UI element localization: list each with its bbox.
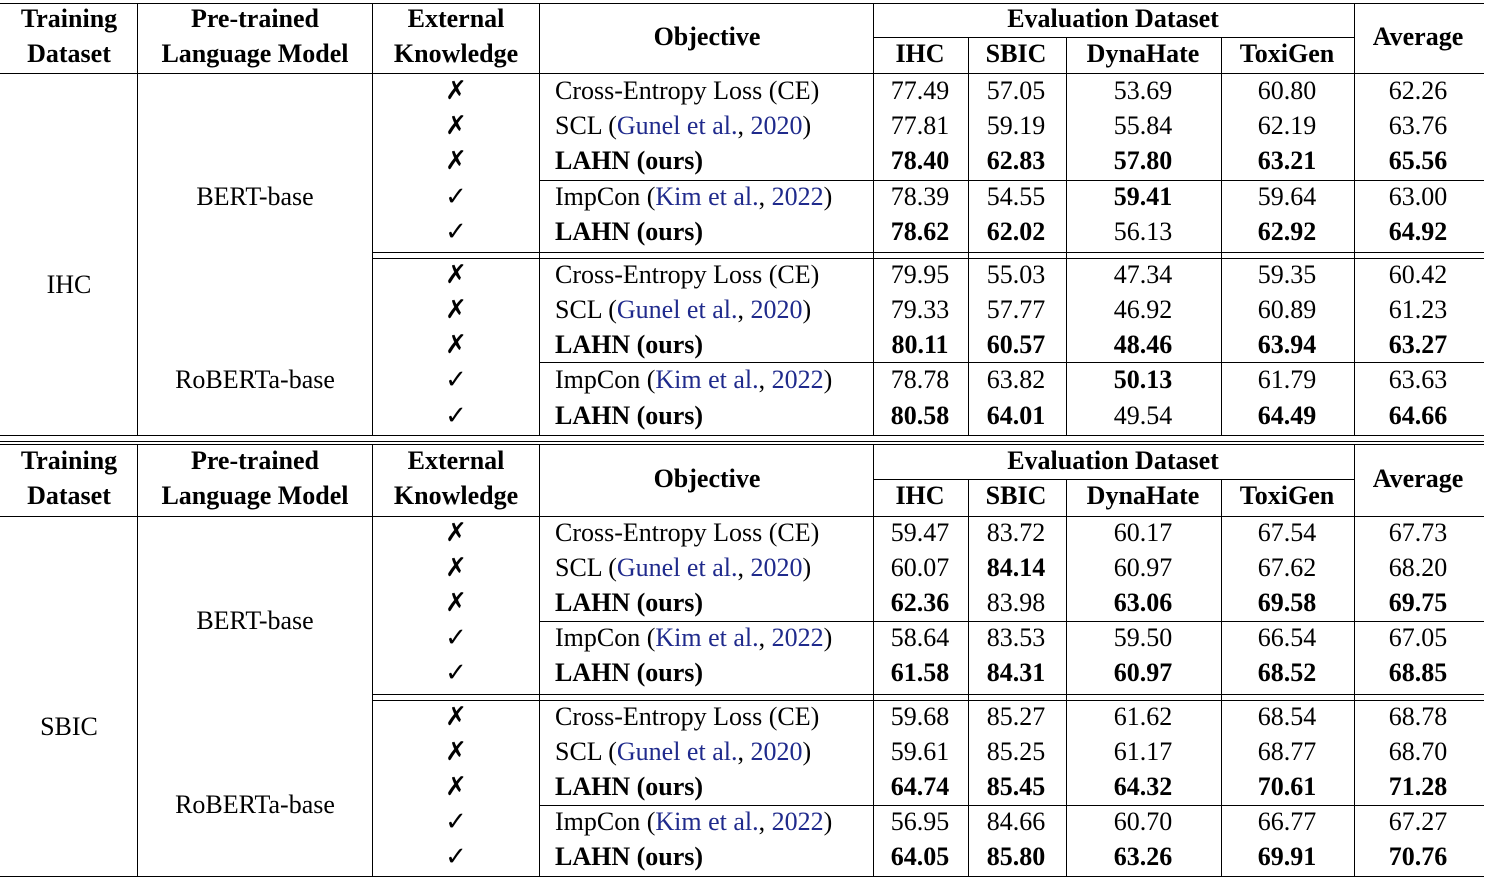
score-sbic: 83.53 [986,623,1046,652]
cross-icon: ✗ [445,553,467,582]
citation-separator: , [758,807,772,836]
citation-close: ) [823,623,833,652]
citation-link[interactable]: Gunel et al. [616,295,738,324]
score-ihc: 77.49 [890,76,950,105]
objective-label: LAHN (ours) [555,842,704,871]
average-value: 64.92 [1388,217,1448,246]
score-dynahate: 47.34 [1113,260,1173,289]
top-rule [0,444,1484,445]
objective-label: SCL ( [555,553,617,582]
score-ihc: 78.39 [890,182,950,211]
score-ihc: 78.62 [890,217,950,246]
citation-link[interactable]: Gunel et al. [616,553,738,582]
score-dynahate: 55.84 [1113,111,1173,140]
score-toxigen: 67.62 [1257,553,1317,582]
score-sbic: 59.19 [986,111,1046,140]
eval-header-rule [873,37,1354,38]
average-value: 71.28 [1388,772,1448,801]
header-plm: Pre-trained [190,4,320,33]
score-toxigen: 68.54 [1257,702,1317,731]
header-evaluation-dataset: Evaluation Dataset [1007,446,1219,475]
cross-icon: ✗ [445,295,467,324]
cross-icon: ✗ [445,702,467,731]
citation-year-link[interactable]: 2020 [750,553,803,582]
citation-separator: , [758,623,772,652]
header-training-dataset: Training [20,446,118,475]
score-ihc: 78.78 [890,365,950,394]
check-icon: ✓ [445,623,467,652]
check-icon: ✓ [445,807,467,836]
citation-link[interactable]: Kim et al. [655,182,759,211]
citation-close: ) [802,553,812,582]
training-dataset-label: IHC [46,270,92,299]
eval-header-rule [873,479,1354,480]
header-eval-ihc: IHC [895,481,945,510]
objective-cell [555,739,811,765]
objective-cell [555,148,703,174]
average-value: 65.56 [1388,146,1448,175]
score-toxigen: 61.79 [1257,365,1317,394]
score-ihc: 77.81 [890,111,950,140]
average-value: 62.26 [1388,76,1448,105]
objective-label: LAHN (ours) [555,588,704,617]
citation-separator: , [737,553,751,582]
check-icon: ✓ [445,217,467,246]
column-divider [1354,444,1355,876]
objective-cell [555,262,819,288]
header-average: Average [1372,463,1464,493]
score-toxigen: 60.80 [1257,76,1317,105]
bottom-rule [0,435,1484,436]
cross-icon: ✗ [445,518,467,547]
score-ihc: 80.58 [890,401,950,430]
score-ihc: 64.05 [890,842,950,871]
citation-separator: , [758,182,772,211]
score-sbic: 83.72 [986,518,1046,547]
score-dynahate: 64.32 [1113,772,1173,801]
score-toxigen: 63.94 [1257,330,1317,359]
score-toxigen: 68.52 [1257,658,1317,687]
score-ihc: 79.95 [890,260,950,289]
header-eval-dynahate: DynaHate [1086,39,1200,68]
average-value: 60.42 [1388,260,1448,289]
objective-label: LAHN (ours) [555,217,704,246]
average-value: 63.27 [1388,330,1448,359]
cross-icon: ✗ [445,588,467,617]
score-ihc: 80.11 [891,330,949,359]
average-value: 63.00 [1388,182,1448,211]
score-ihc: 62.36 [890,588,950,617]
score-sbic: 57.05 [986,76,1046,105]
average-value: 68.20 [1388,553,1448,582]
check-icon: ✓ [445,365,467,394]
citation-year-link[interactable]: 2022 [771,807,824,836]
header-plm: Pre-trained [190,446,320,475]
objective-label: Cross-Entropy Loss (CE) [555,702,820,731]
score-toxigen: 59.35 [1257,260,1317,289]
score-ihc: 56.95 [890,807,950,836]
column-divider [1221,479,1222,876]
average-value: 69.75 [1388,588,1448,617]
objective-label: SCL ( [555,111,617,140]
column-divider [137,3,138,435]
cross-icon: ✗ [445,146,467,175]
score-toxigen: 59.64 [1257,182,1317,211]
cross-icon: ✗ [445,772,467,801]
score-ihc: 58.64 [890,623,950,652]
score-toxigen: 66.54 [1257,623,1317,652]
score-ihc: 61.58 [890,658,950,687]
citation-close: ) [823,365,833,394]
average-value: 68.78 [1388,702,1448,731]
header-plm: Language Model [161,39,349,68]
score-ihc: 79.33 [890,295,950,324]
score-dynahate: 46.92 [1113,295,1173,324]
objective-label: SCL ( [555,737,617,766]
objective-cell [555,625,832,651]
score-sbic: 85.25 [986,737,1046,766]
column-divider [372,444,373,876]
citation-year-link[interactable]: 2022 [771,182,824,211]
model-name: BERT-base [196,606,314,635]
header-rule [0,73,1484,74]
objective-label: ImpCon ( [555,623,656,652]
objective-cell [555,332,703,358]
score-toxigen: 67.54 [1257,518,1317,547]
check-icon: ✓ [445,658,467,687]
average-value: 70.76 [1388,842,1448,871]
score-toxigen: 69.91 [1257,842,1317,871]
objective-label: SCL ( [555,295,617,324]
cross-icon: ✗ [445,76,467,105]
citation-year-link[interactable]: 2022 [771,365,824,394]
citation-link[interactable]: Kim et al. [655,623,759,652]
objective-label: Cross-Entropy Loss (CE) [555,76,820,105]
score-sbic: 83.98 [986,588,1046,617]
objective-cell [555,367,832,393]
citation-separator: , [737,295,751,324]
citation-separator: , [737,111,751,140]
objective-cell [555,590,703,616]
objective-cell [555,113,811,139]
score-sbic: 85.45 [986,772,1046,801]
check-icon: ✓ [445,401,467,430]
score-sbic: 64.01 [986,401,1046,430]
objective-label: LAHN (ours) [555,772,704,801]
score-dynahate: 49.54 [1113,401,1173,430]
average-value: 61.23 [1388,295,1448,324]
ek-separator [539,180,1484,181]
average-value: 67.27 [1388,807,1448,836]
score-toxigen: 69.58 [1257,588,1317,617]
header-objective: Objective [653,21,761,51]
score-toxigen: 63.21 [1257,146,1317,175]
objective-label: Cross-Entropy Loss (CE) [555,518,820,547]
score-sbic: 54.55 [986,182,1046,211]
bottom-rule [0,876,1484,877]
column-divider [539,3,540,435]
score-ihc: 60.07 [890,553,950,582]
objective-cell [555,809,832,835]
objective-cell [555,297,811,323]
score-sbic: 85.27 [986,702,1046,731]
objective-cell [555,774,703,800]
score-sbic: 84.66 [986,807,1046,836]
model-name: RoBERTa-base [175,790,335,819]
cross-icon: ✗ [445,330,467,359]
column-divider [873,3,874,435]
model-name: BERT-base [196,182,314,211]
column-divider [968,479,969,876]
score-toxigen: 60.89 [1257,295,1317,324]
citation-link[interactable]: Kim et al. [655,365,759,394]
score-sbic: 55.03 [986,260,1046,289]
header-eval-dynahate: DynaHate [1086,481,1200,510]
cross-icon: ✗ [445,737,467,766]
citation-year-link[interactable]: 2020 [750,737,803,766]
column-divider [1066,479,1067,876]
citation-link[interactable]: Gunel et al. [616,111,738,140]
average-value: 67.73 [1388,518,1448,547]
model-name: RoBERTa-base [175,365,335,394]
objective-label: ImpCon ( [555,182,656,211]
score-toxigen: 62.19 [1257,111,1317,140]
objective-cell [555,555,811,581]
objective-label: ImpCon ( [555,365,656,394]
score-ihc: 59.61 [890,737,950,766]
score-dynahate: 60.70 [1113,807,1173,836]
score-dynahate: 60.97 [1113,658,1173,687]
column-divider [372,3,373,435]
header-eval-toxigen: ToxiGen [1239,481,1335,510]
header-eval-sbic: SBIC [985,39,1047,68]
objective-cell [555,660,703,686]
score-dynahate: 61.62 [1113,702,1173,731]
header-plm: Language Model [161,481,349,510]
score-sbic: 63.82 [986,365,1046,394]
check-icon: ✓ [445,842,467,871]
column-divider [873,444,874,876]
score-ihc: 64.74 [890,772,950,801]
header-external-knowledge: External [407,4,505,33]
average-value: 64.66 [1388,401,1448,430]
citation-year-link[interactable]: 2022 [771,623,824,652]
score-dynahate: 63.06 [1113,588,1173,617]
ek-separator [539,362,1484,363]
header-training-dataset: Dataset [27,39,111,68]
objective-label: LAHN (ours) [555,330,704,359]
training-dataset-label: SBIC [40,712,98,741]
objective-label: LAHN (ours) [555,401,704,430]
objective-label: Cross-Entropy Loss (CE) [555,260,820,289]
average-value: 63.63 [1388,365,1448,394]
score-ihc: 59.47 [890,518,950,547]
score-ihc: 78.40 [890,146,950,175]
score-dynahate: 59.50 [1113,623,1173,652]
score-dynahate: 56.13 [1113,217,1173,246]
objective-label: LAHN (ours) [555,146,704,175]
ek-separator [539,805,1484,806]
score-sbic: 84.31 [986,658,1046,687]
cross-icon: ✗ [445,111,467,140]
citation-close: ) [802,295,812,324]
column-divider [968,37,969,435]
objective-cell [555,78,819,104]
header-objective: Objective [653,463,761,493]
header-rule [0,516,1484,517]
objective-cell [555,844,703,870]
objective-label: ImpCon ( [555,807,656,836]
header-external-knowledge: External [407,446,505,475]
score-dynahate: 59.41 [1113,182,1173,211]
column-divider [1221,37,1222,435]
header-eval-toxigen: ToxiGen [1239,39,1335,68]
objective-cell [555,520,819,546]
column-divider [1066,37,1067,435]
score-sbic: 62.02 [986,217,1046,246]
citation-close: ) [823,807,833,836]
citation-close: ) [802,737,812,766]
objective-cell [555,184,832,210]
score-toxigen: 70.61 [1257,772,1317,801]
column-divider [1354,3,1355,435]
score-dynahate: 53.69 [1113,76,1173,105]
citation-year-link[interactable]: 2020 [750,111,803,140]
score-sbic: 60.57 [986,330,1046,359]
score-sbic: 85.80 [986,842,1046,871]
score-dynahate: 50.13 [1113,365,1173,394]
citation-close: ) [802,111,812,140]
objective-cell [555,219,703,245]
score-toxigen: 64.49 [1257,401,1317,430]
citation-year-link[interactable]: 2020 [750,295,803,324]
header-training-dataset: Training [20,4,118,33]
column-divider [137,444,138,876]
header-average: Average [1372,21,1464,51]
score-dynahate: 48.46 [1113,330,1173,359]
header-external-knowledge: Knowledge [393,39,519,68]
citation-close: ) [823,182,833,211]
check-icon: ✓ [445,182,467,211]
score-sbic: 84.14 [986,553,1046,582]
average-value: 67.05 [1388,623,1448,652]
citation-separator: , [737,737,751,766]
score-sbic: 57.77 [986,295,1046,324]
header-evaluation-dataset: Evaluation Dataset [1007,4,1219,33]
citation-separator: , [758,365,772,394]
score-dynahate: 61.17 [1113,737,1173,766]
score-sbic: 62.83 [986,146,1046,175]
score-toxigen: 62.92 [1257,217,1317,246]
score-ihc: 59.68 [890,702,950,731]
column-divider [539,444,540,876]
bottom-rule [0,441,1484,442]
score-dynahate: 60.97 [1113,553,1173,582]
score-dynahate: 63.26 [1113,842,1173,871]
header-external-knowledge: Knowledge [393,481,519,510]
objective-cell [555,704,819,730]
average-value: 63.76 [1388,111,1448,140]
average-value: 68.85 [1388,658,1448,687]
score-toxigen: 66.77 [1257,807,1317,836]
score-dynahate: 57.80 [1113,146,1173,175]
score-toxigen: 68.77 [1257,737,1317,766]
cross-icon: ✗ [445,260,467,289]
citation-link[interactable]: Kim et al. [655,807,759,836]
header-eval-ihc: IHC [895,39,945,68]
header-eval-sbic: SBIC [985,481,1047,510]
objective-cell [555,403,703,429]
header-training-dataset: Dataset [27,481,111,510]
average-value: 68.70 [1388,737,1448,766]
objective-label: LAHN (ours) [555,658,704,687]
citation-link[interactable]: Gunel et al. [616,737,738,766]
score-dynahate: 60.17 [1113,518,1173,547]
ek-separator [539,621,1484,622]
